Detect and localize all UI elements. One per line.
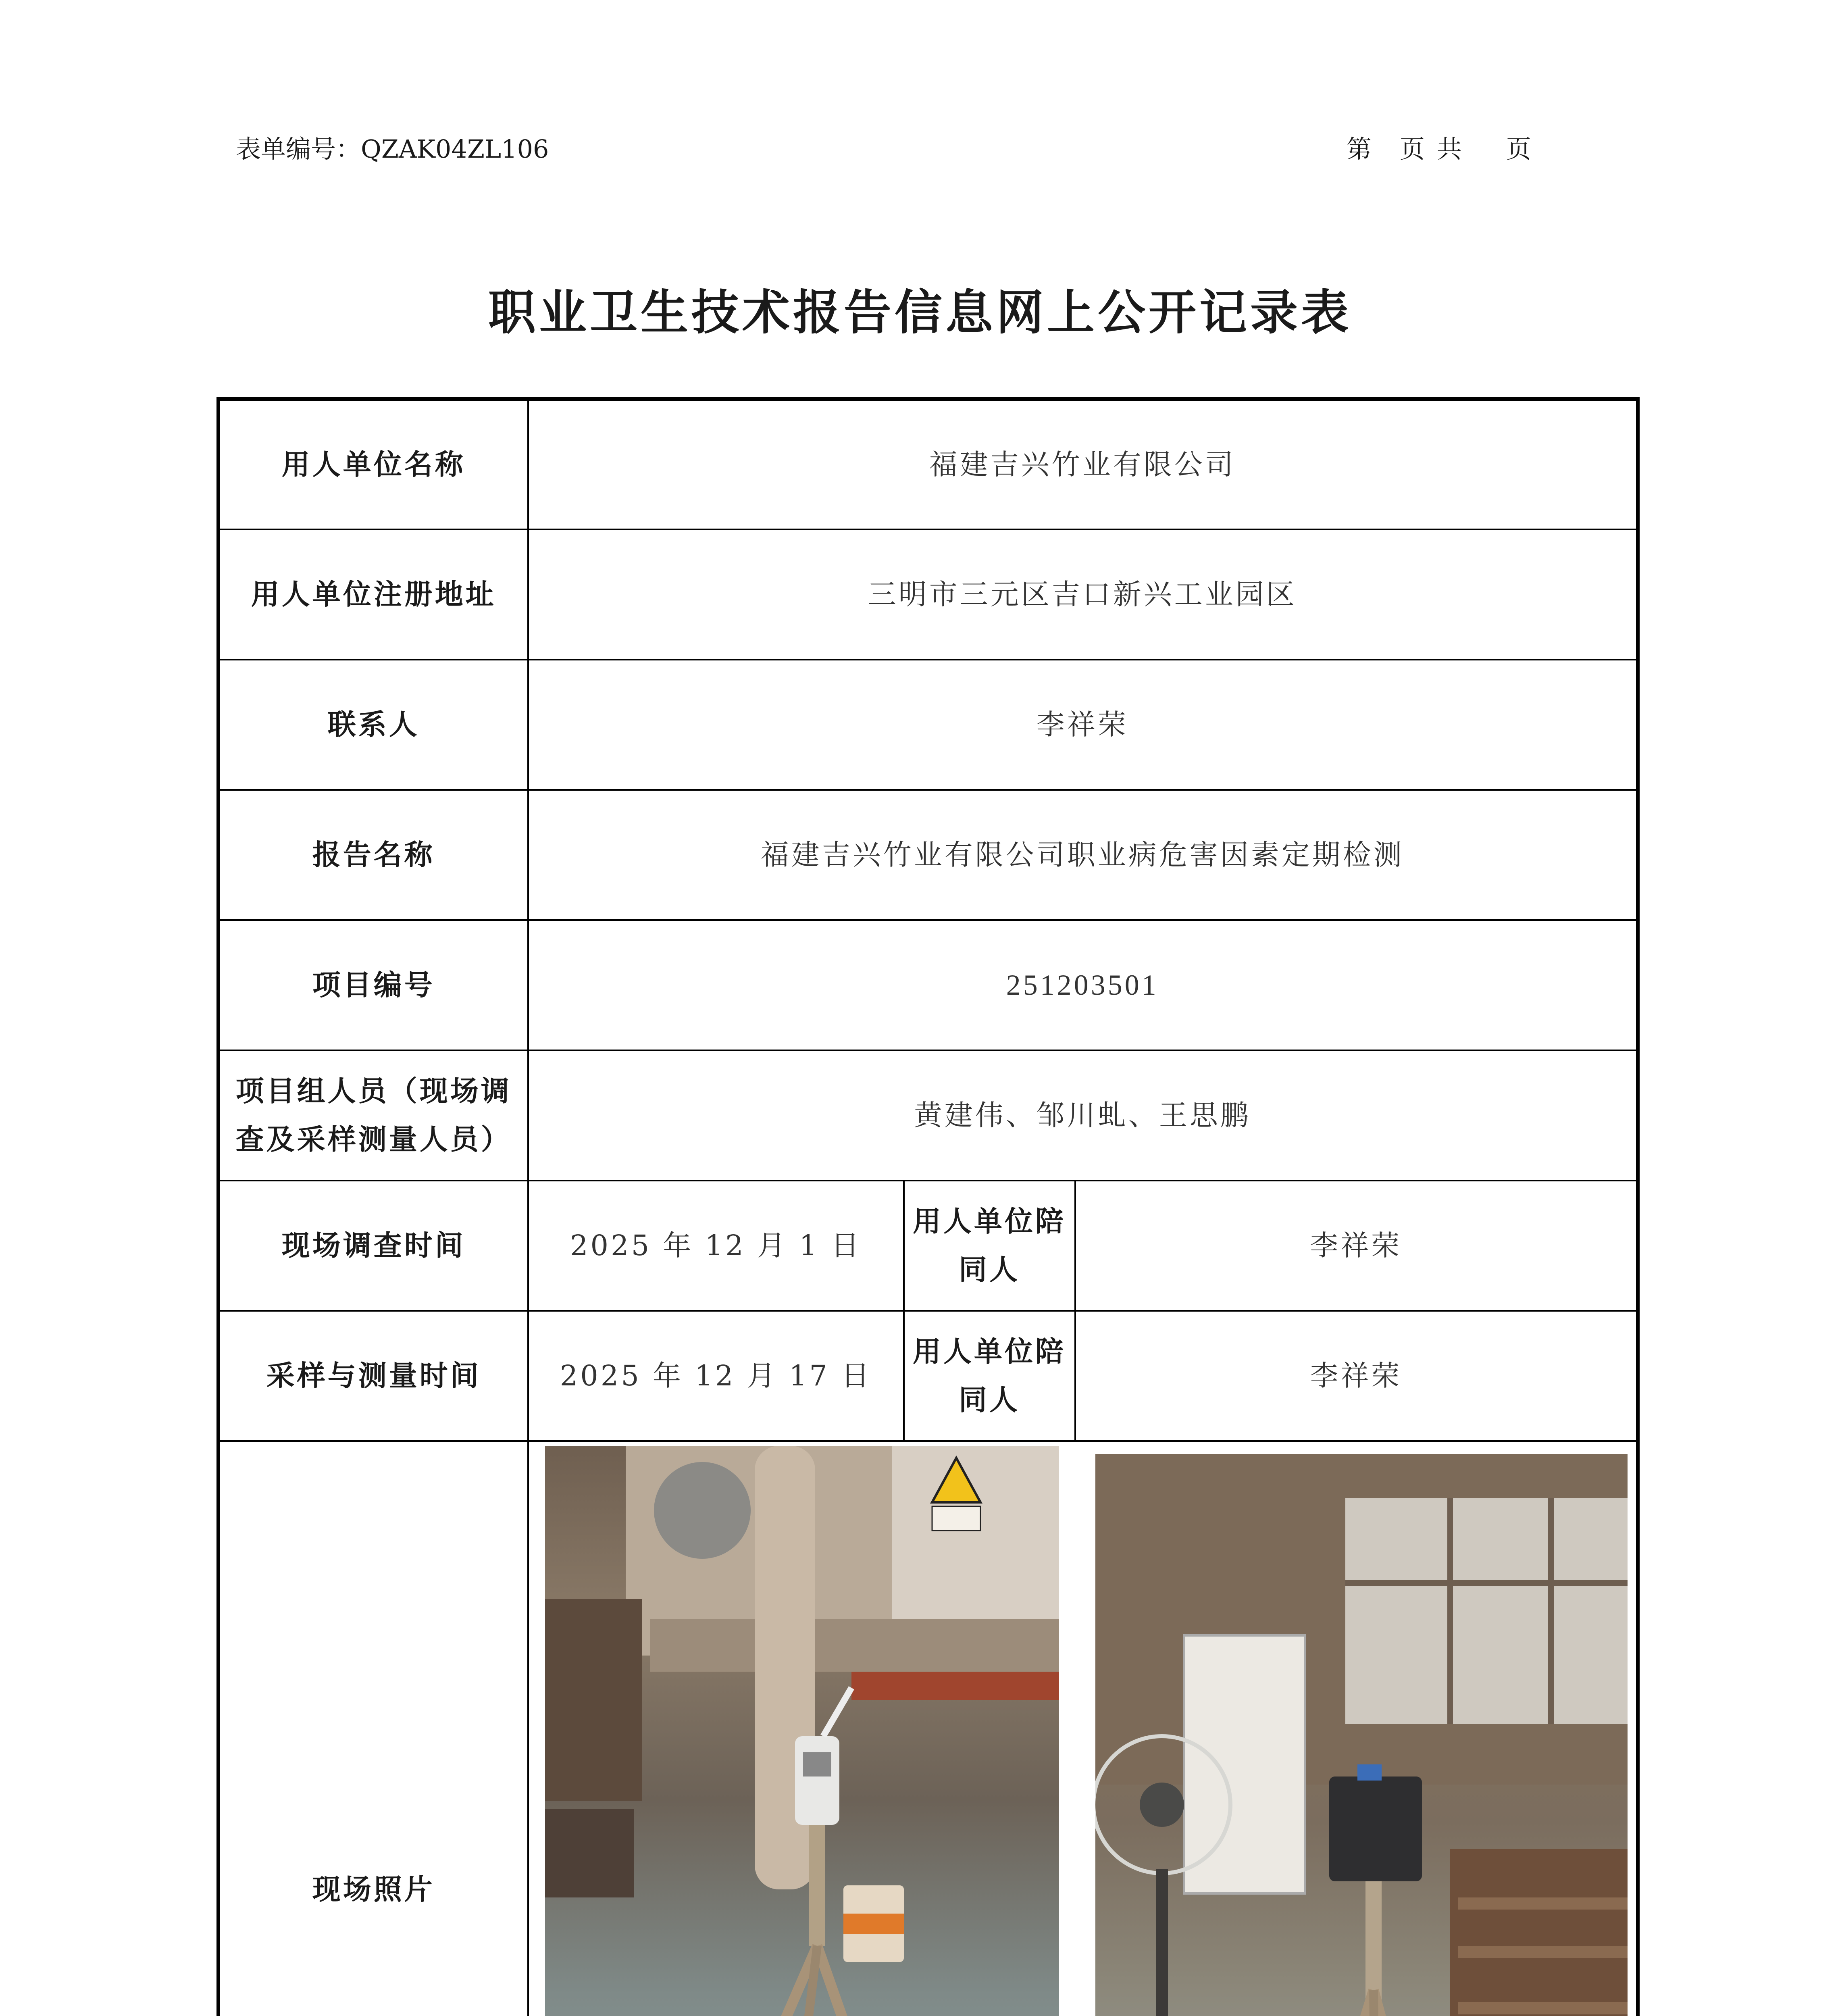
site-survey-companion-label: 用人单位陪同人	[904, 1181, 1075, 1311]
site-survey-label: 现场调查时间	[219, 1181, 528, 1311]
report-name-label: 报告名称	[219, 790, 528, 920]
row-site-survey	[219, 1181, 1638, 1311]
site-survey-companion-value: 李祥荣	[1075, 1181, 1638, 1311]
contact-person-label: 联系人	[219, 660, 528, 790]
sampling-value: 2025 年 12 月 17 日	[528, 1311, 904, 1441]
page-ye: 页	[1400, 134, 1425, 164]
page-gong: 共	[1437, 134, 1462, 164]
employer-address-value: 三明市三元区吉口新兴工业园区	[528, 529, 1638, 660]
row-photos	[219, 1441, 1638, 2016]
sampling-companion-value: 李祥荣	[1075, 1311, 1638, 1441]
photos-container	[529, 1446, 1636, 2016]
row-sampling	[219, 1311, 1638, 1441]
site-photo-2-image	[1095, 1454, 1628, 2016]
project-number-value: 251203501	[528, 920, 1638, 1050]
project-members-value: 黄建伟、邹川虬、王思鹏	[528, 1050, 1638, 1181]
employer-name-value: 福建吉兴竹业有限公司	[528, 399, 1638, 529]
sampling-companion-label: 用人单位陪同人	[904, 1311, 1075, 1441]
page-title: 职业卫生技术报告信息网上公开记录表	[488, 284, 1352, 340]
row-employer-address	[219, 529, 1638, 660]
row-report-name	[219, 790, 1638, 920]
sampling-label: 采样与测量时间	[219, 1311, 528, 1441]
site-photo-1-image	[545, 1446, 1059, 2016]
project-number-label: 项目编号	[219, 920, 528, 1050]
row-employer-name	[219, 399, 1638, 529]
employer-address-label: 用人单位注册地址	[219, 529, 528, 660]
row-project-number	[219, 920, 1638, 1050]
photos-label: 现场照片	[219, 1441, 528, 2016]
page-ye-total: 页	[1506, 134, 1532, 164]
record-table	[216, 397, 1640, 2016]
project-members-label: 项目组人员（现场调查及采样测量人员）	[219, 1050, 528, 1181]
page-indicator	[1347, 133, 1531, 165]
site-photo-1	[545, 1446, 1059, 2016]
row-project-members	[219, 1050, 1638, 1181]
site-survey-value: 2025 年 12 月 1 日	[528, 1181, 904, 1311]
site-photo-2	[1095, 1454, 1628, 2016]
photos-cell	[528, 1441, 1638, 2016]
form-number: 表单编号：QZAK04ZL106	[236, 134, 549, 164]
employer-name-label: 用人单位名称	[219, 399, 528, 529]
report-name-value: 福建吉兴竹业有限公司职业病危害因素定期检测	[528, 790, 1638, 920]
contact-person-value: 李祥荣	[528, 660, 1638, 790]
row-contact-person	[219, 660, 1638, 790]
page-di: 第	[1347, 134, 1372, 164]
